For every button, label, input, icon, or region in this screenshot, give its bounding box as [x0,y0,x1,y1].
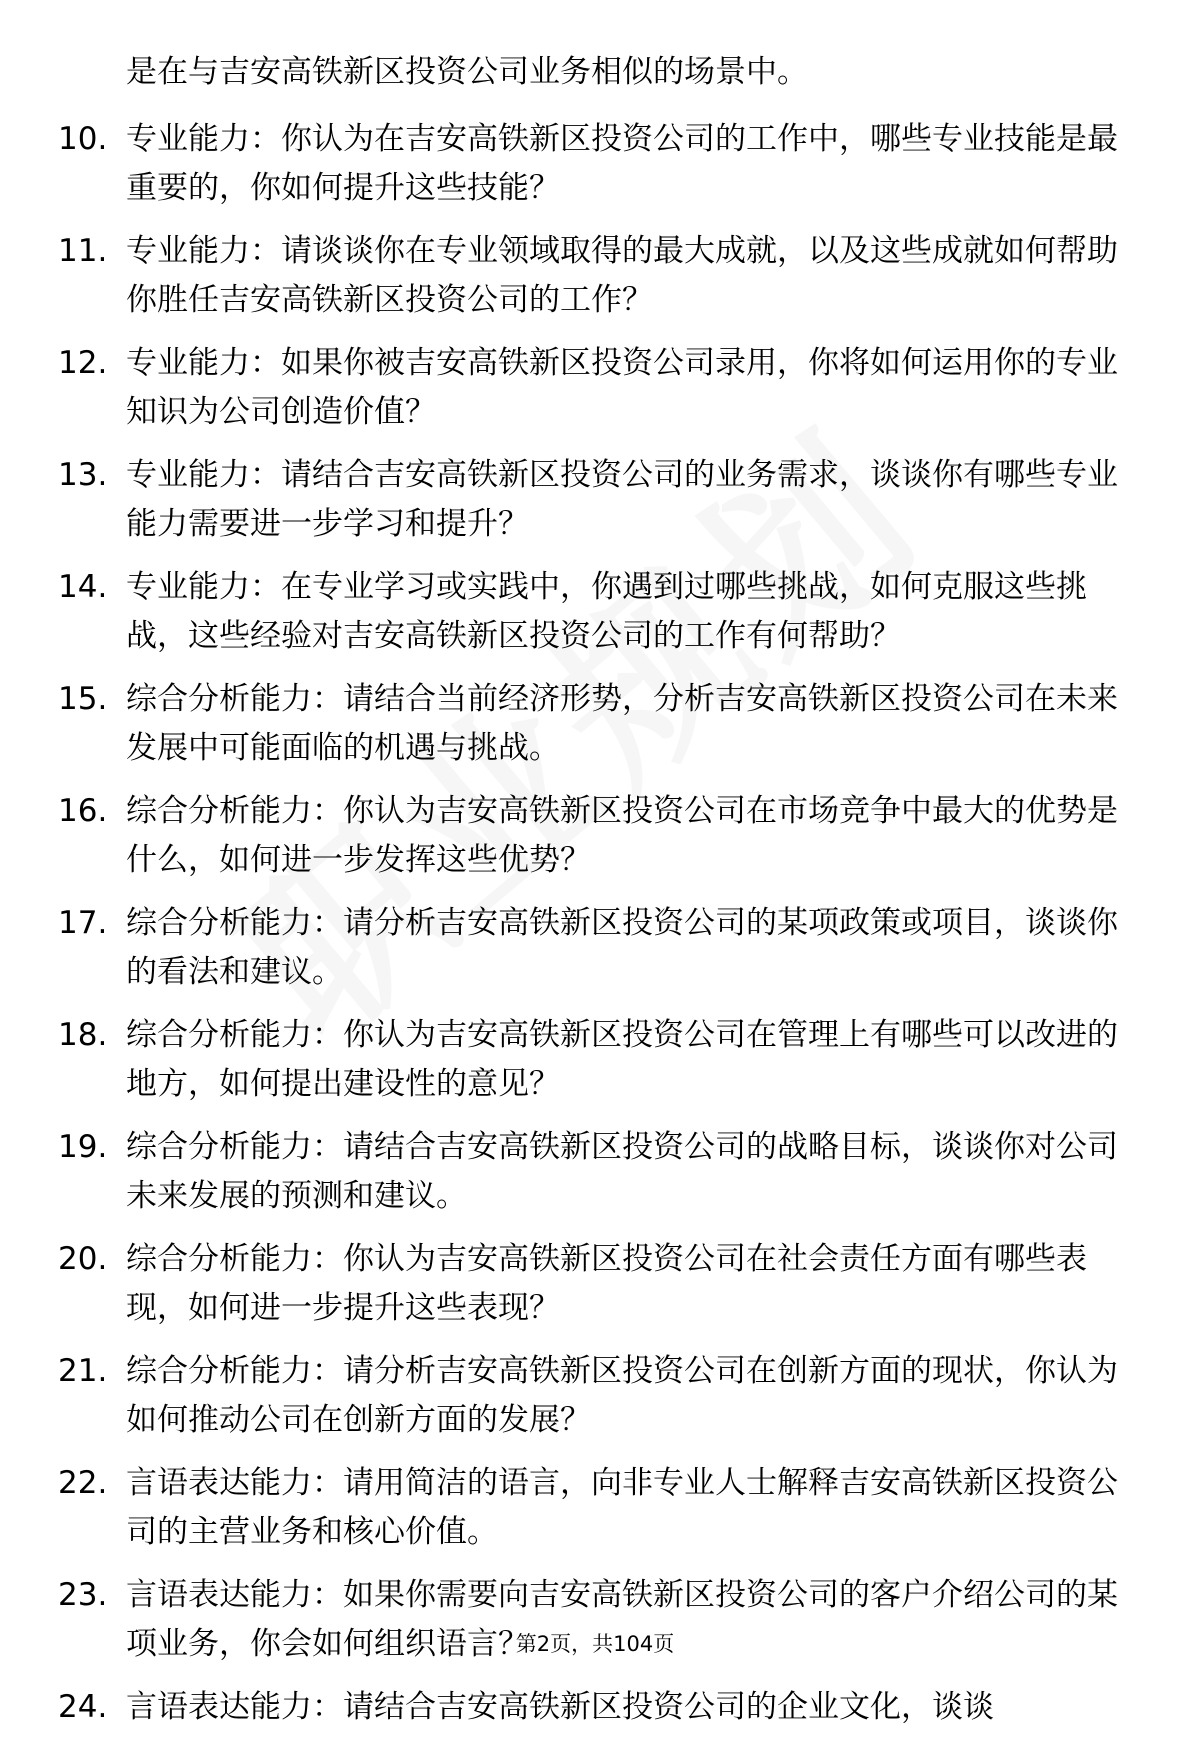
item-text: 专业能力：你认为在吉安高铁新区投资公司的工作中，哪些专业技能是最重要的，你如何提升这些技能？ [126,121,1118,206]
item-number: 14. [58,569,108,605]
item-text: 综合分析能力：请分析吉安高铁新区投资公司的某项政策或项目，谈谈你的看法和建议。 [126,905,1118,990]
item-number: 11. [58,233,108,269]
item-text: 言语表达能力：请结合吉安高铁新区投资公司的企业文化，谈谈 [126,1689,994,1725]
item-text: 言语表达能力：如果你需要向吉安高铁新区投资公司的客户介绍公司的某项业务，你会如何组织语言？ [126,1577,1118,1662]
item-number: 21. [58,1353,108,1389]
question-list [58,48,1138,1746]
list-item [58,115,1138,213]
item-text: 专业能力：在专业学习或实践中，你遇到过哪些挑战，如何克服这些挑战，这些经验对吉安高铁新区投资公司的工作有何帮助？ [126,569,1087,654]
item-number: 18. [58,1017,108,1053]
item-number: 16. [58,793,108,829]
list-item [58,1459,1138,1557]
item-text: 专业能力：请结合吉安高铁新区投资公司的业务需求，谈谈你有哪些专业能力需要进一步学习和提升？ [126,457,1118,542]
item-text: 综合分析能力：你认为吉安高铁新区投资公司在市场竞争中最大的优势是什么，如何进一步发挥这些优势？ [126,793,1118,878]
item-number: 22. [58,1465,108,1501]
list-item [58,675,1138,773]
item-text: 综合分析能力：请结合当前经济形势，分析吉安高铁新区投资公司在未来发展中可能面临的机遇与挑战。 [126,681,1118,766]
item-number: 10. [58,121,108,157]
list-item [58,899,1138,997]
list-item [58,563,1138,661]
list-item [58,1347,1138,1445]
list-item [58,1123,1138,1221]
item-text: 综合分析能力：你认为吉安高铁新区投资公司在社会责任方面有哪些表现，如何进一步提升这些表现？ [126,1241,1087,1326]
item-number: 17. [58,905,108,941]
item-number: 12. [58,345,108,381]
item-number: 24. [58,1689,108,1725]
item-text: 言语表达能力：请用简洁的语言，向非专业人士解释吉安高铁新区投资公司的主营业务和核心价值。 [126,1465,1118,1550]
list-item [58,451,1138,549]
item-text: 综合分析能力：你认为吉安高铁新区投资公司在管理上有哪些可以改进的地方，如何提出建设性的意见？ [126,1017,1118,1102]
item-text: 专业能力：请谈谈你在专业领域取得的最大成就，以及这些成就如何帮助你胜任吉安高铁新区投资公司的工作？ [126,233,1118,318]
item-number: 23. [58,1577,108,1613]
list-item [58,1011,1138,1109]
list-item [58,1235,1138,1333]
item-text: 综合分析能力：请分析吉安高铁新区投资公司在创新方面的现状，你认为如何推动公司在创新方面的发展？ [126,1353,1118,1438]
item-text: 综合分析能力：请结合吉安高铁新区投资公司的战略目标，谈谈你对公司未来发展的预测和建议。 [126,1129,1118,1214]
item-text: 专业能力：如果你被吉安高铁新区投资公司录用，你将如何运用你的专业知识为公司创造价值？ [126,345,1118,430]
page-number: 第2页，共104页 [515,1632,675,1656]
list-item [58,227,1138,325]
list-item [58,787,1138,885]
item-number: 20. [58,1241,108,1277]
item-number: 13. [58,457,108,493]
item-number: 19. [58,1129,108,1165]
continuation-line: 是在与吉安高铁新区投资公司业务相似的场景中。 [126,54,808,90]
item-number: 15. [58,681,108,717]
list-item [58,1683,1138,1732]
list-item [58,339,1138,437]
